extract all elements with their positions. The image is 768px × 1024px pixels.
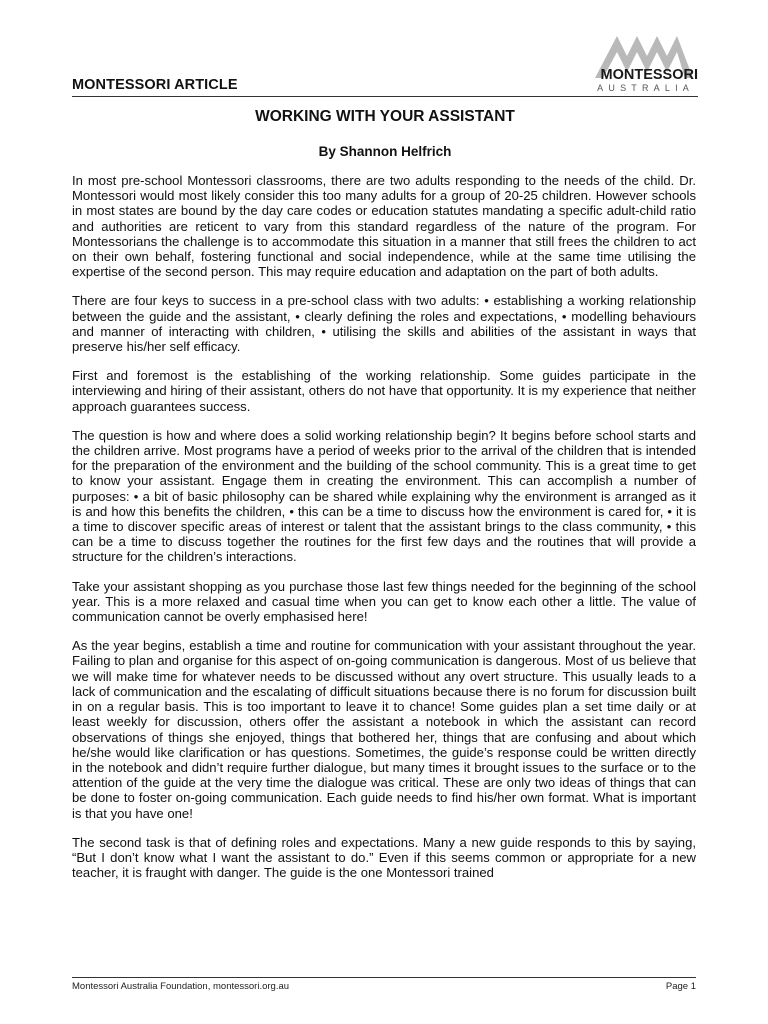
article-byline: By Shannon Helfrich bbox=[318, 144, 452, 159]
body-paragraph: In most pre-school Montessori classrooms, there are two adults responding to the needs of the child. Dr. Montessori would most likely consider this too many adults for a group of 20-25 children. However schools in most states are bound by the day care codes or education statutes mandating a specific adult-child ratio and authorities are reticent to vary from this standard regardless of the nature of the program. For Montessorians the challenge is to accommodate this situation in a manner that still frees the children to act on their own behalf, fostering functional and social independence, while at the same time utilising the expertise of the second person. This may require education and adaptation on the part of both adults. bbox=[72, 173, 696, 280]
montessori-australia-logo bbox=[581, 30, 698, 97]
page-header bbox=[72, 30, 698, 98]
body-paragraph: As the year begins, establish a time and routine for communication with your assistant throughout the year. Failing to plan and organise for this aspect of on-going communication is dangerous. Most of us believe that we will make time for whatever needs to be discussed without any overt structure. This usually leads to a lack of communication and the escalating of difficult situations because there is no forum for discussion built in on a regular basis. This is too important to leave it to chance! Some guides plan a set time daily or at least weekly for discussion, others offer the assistant a notebook in which the assistant can record observations of things she enjoyed, things that bothered her, things that are confusing and about which he/she would like clarification or has questions. Sometimes, the guide’s response could be written directly in the notebook and didn’t require further dialogue, but many times it brought issues to the surface or to the attention of the guide at the very time the dialogue was critical. These are only two ideas of things that can be done to foster on-going communication. Each guide needs to find his/her own format. What is important is that you have one! bbox=[72, 638, 696, 821]
article-title: WORKING WITH YOUR ASSISTANT bbox=[255, 108, 515, 125]
article-body bbox=[72, 173, 696, 894]
logo-subtext: AUSTRALIA bbox=[597, 83, 694, 93]
footer-publisher: Montessori Australia Foundation, montessori.org.au bbox=[72, 981, 290, 992]
body-paragraph: First and foremost is the establishing of the working relationship. Some guides participate in the interviewing and hiring of their assistant, others do not have that opportunity. It is my experience that neither approach guarantees success. bbox=[72, 368, 696, 414]
footer-divider bbox=[72, 977, 696, 978]
body-paragraph: Take your assistant shopping as you purchase those last few things needed for the beginning of the school year. This is a more relaxed and casual time when you can get to know each other a little. The value of communication cannot be overly emphasised here! bbox=[72, 578, 696, 625]
footer-page-number: Page 1 bbox=[665, 981, 696, 992]
body-paragraph: The question is how and where does a solid working relationship begin? It begins before school starts and the children arrive. Most programs have a period of weeks prior to the arrival of the children that is intended for the preparation of the environment and the building of the school community. This is a great time to get to know your assistant. Engage them in creating the environment. This can accomplish a number of purposes: • a bit of basic philosophy can be shared while explaining why the environment is arranged as it is and how this benefits the children, • this can be a time to discuss how the environment is cared for, • it is a time to discover specific areas of interest or talent that the assistant brings to the class community, • this can be a time to discuss together the routines for the first few days and the routines that will provide a structure for the children’s interactions. bbox=[72, 427, 696, 565]
logo-wordmark: MONTESSORI bbox=[600, 67, 698, 83]
body-paragraph: The second task is that of defining roles and expectations. Many a new guide responds to this by saying, “But I don’t know what I want the assistant to do.” Even if this seems common or appropriate for a new teacher, it is fraught with danger. The guide is the one Montessori trained bbox=[72, 834, 696, 881]
article-category-label: MONTESSORI ARTICLE bbox=[72, 77, 238, 93]
body-paragraph: There are four keys to success in a pre-school class with two adults: • establishing a working relationship between the guide and the assistant, • clearly defining the roles and expectations, • modelling behaviours and manner of interacting with children, • utilising the skills and abilities of the assistant in ways that preserve his/her self efficacy. bbox=[72, 293, 696, 355]
